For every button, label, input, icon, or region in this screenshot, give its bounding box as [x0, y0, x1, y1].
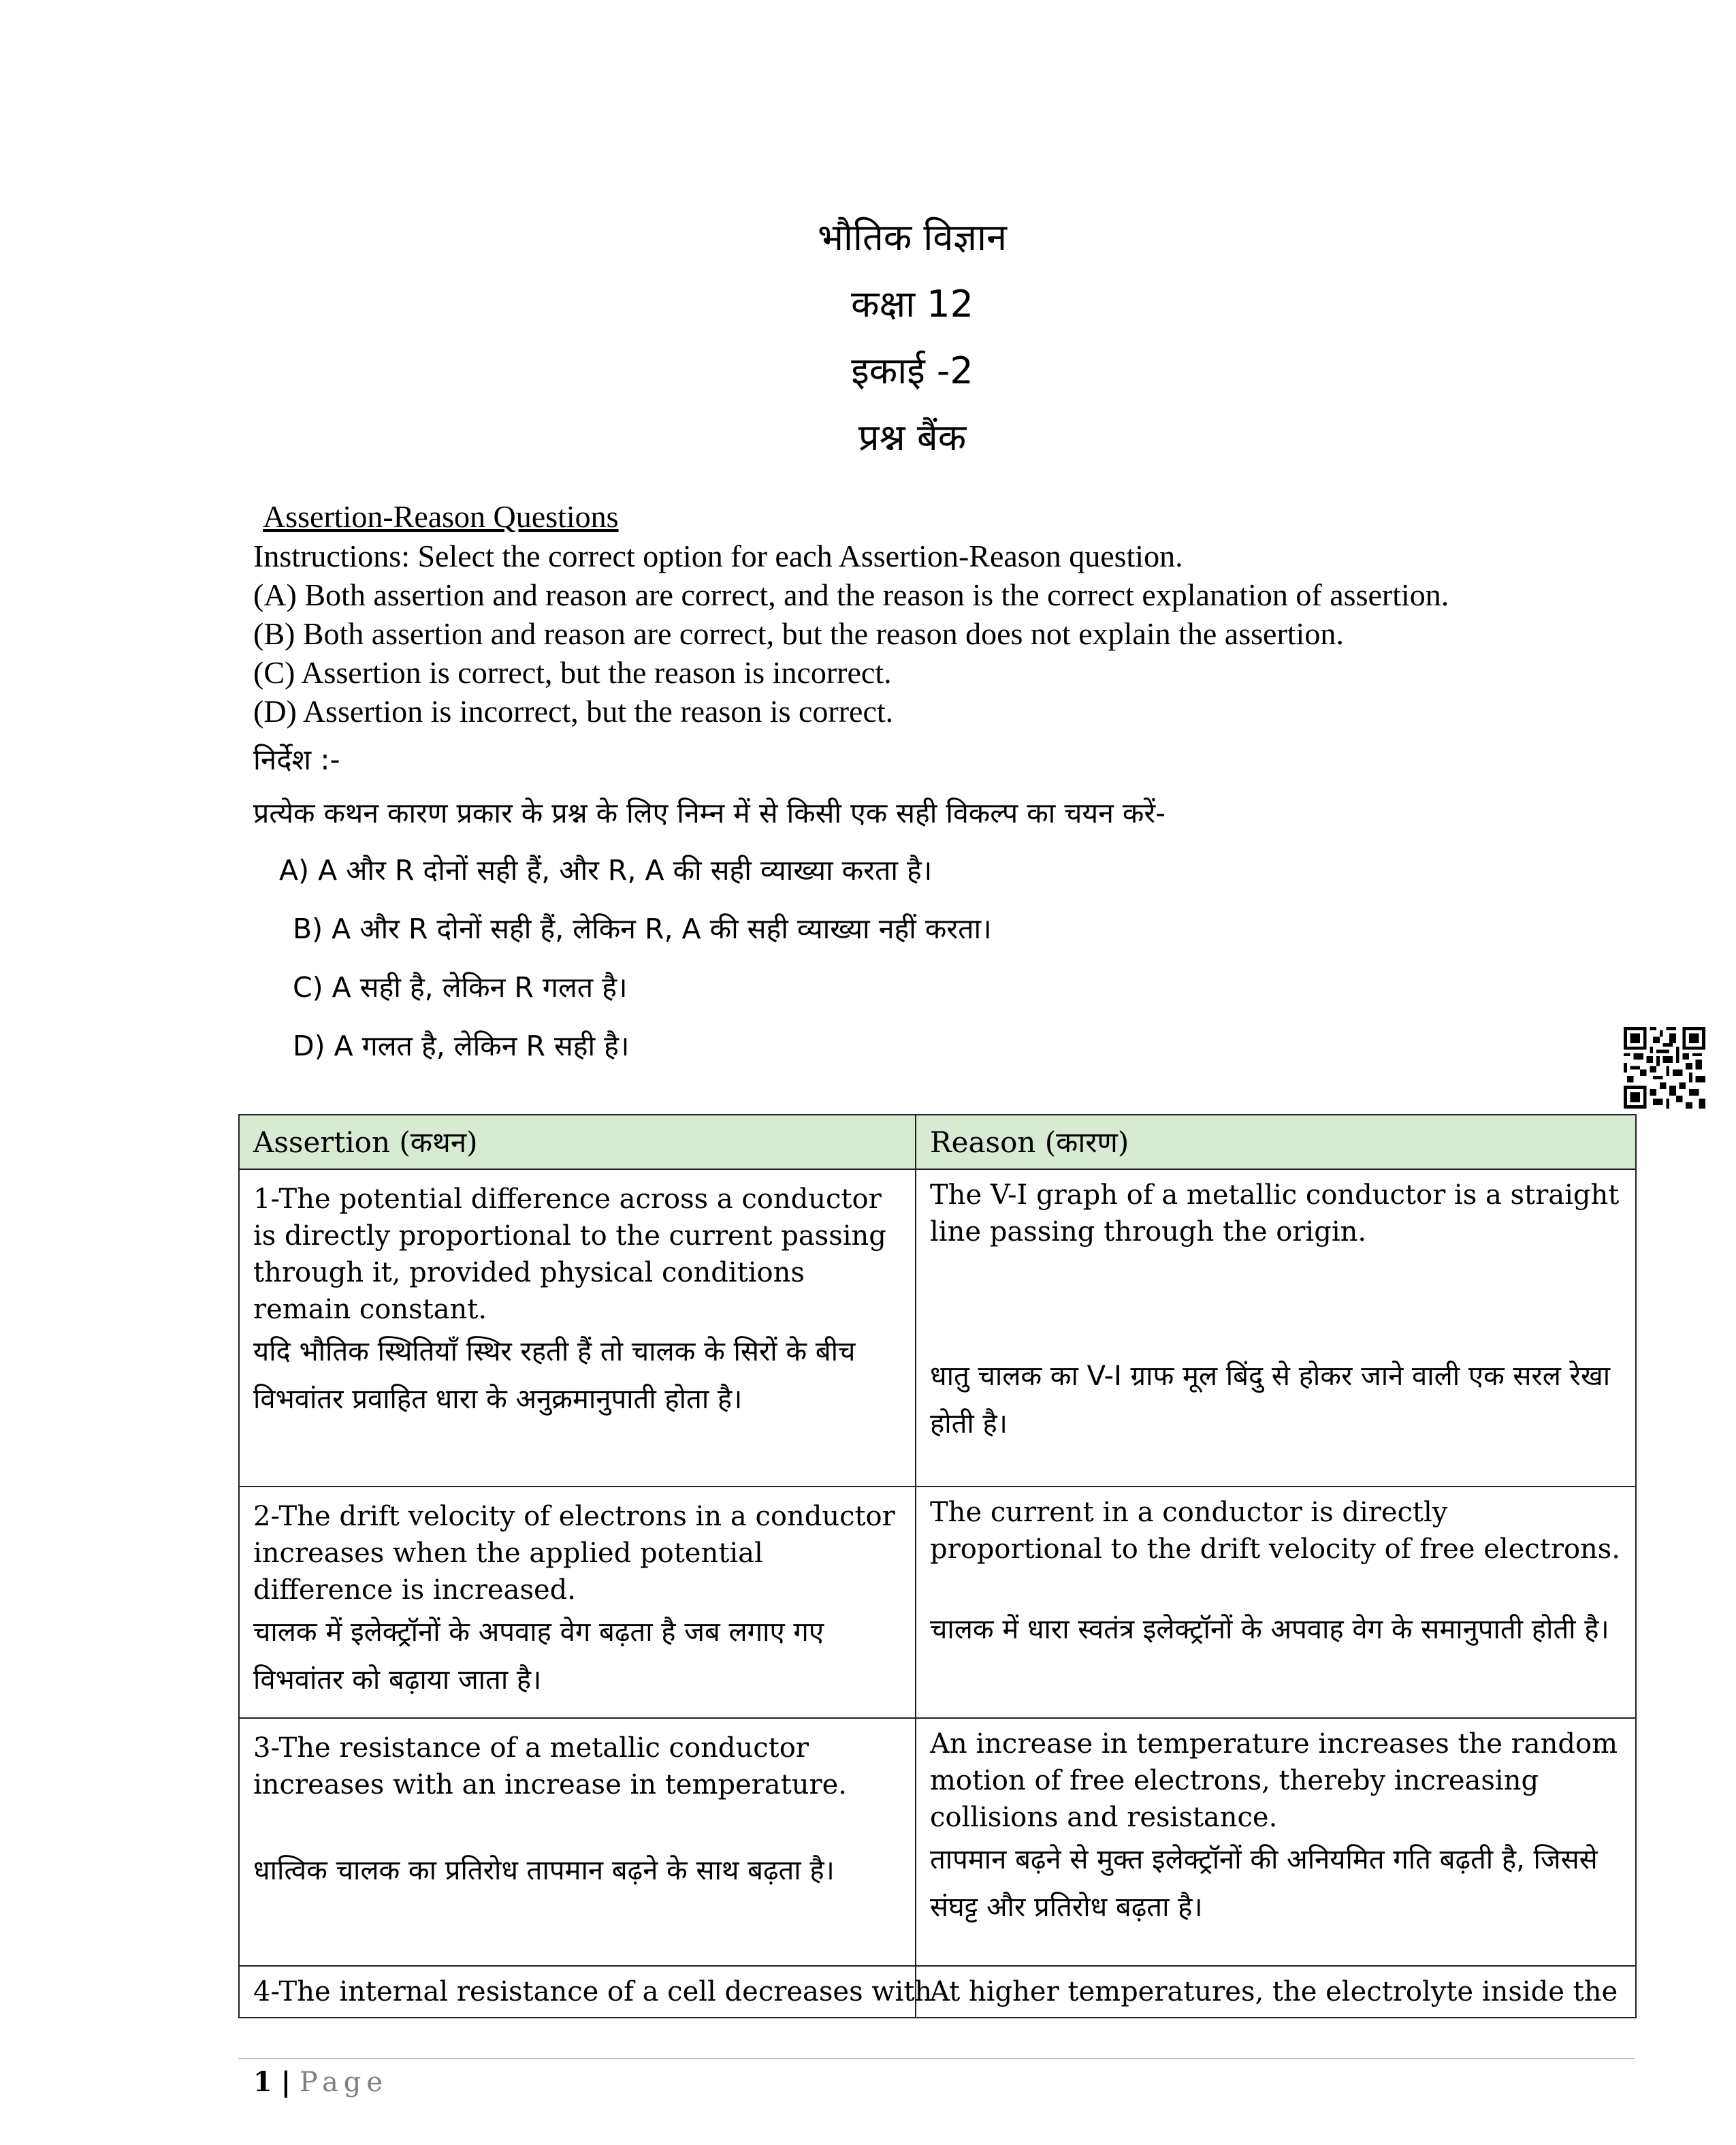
reason-hi: चालक में धारा स्वतंत्र इलेक्ट्रॉनों के अपवाह वेग के समानुपाती होती है। [930, 1614, 1609, 1645]
table-header-row [239, 1115, 1636, 1169]
footer-divider [238, 2058, 1635, 2059]
assertion-en: 3-The resistance of a metallic conductor increases with an increase in temperature. [253, 1732, 847, 1800]
subject-title: भौतिक विज्ञान [818, 216, 1007, 259]
assertion-en: 2-The drift velocity of electrons in a conductor increases when the applied potential difference is increased. [253, 1501, 895, 1606]
class-title: कक्षा 12 [850, 283, 974, 325]
option-en-c: (C) Assertion is correct, but the reason is incorrect. [253, 655, 892, 690]
assertion-en: 1-The potential difference across a conductor is directly proportional to the current passing through it, provided physical conditions remain constant. [253, 1183, 886, 1325]
assertion-hi: चालक में इलेक्ट्रॉनों के अपवाह वेग बढ़ता है जब लगाए गए विभवांतर को बढ़ाया जाता है। [253, 1617, 824, 1696]
reason-hi: तापमान बढ़ने से मुक्त इलेक्ट्रॉनों की अनियमित गति बढ़ती है, जिससे संघट्ट और प्रतिरोध बढ़ता है। [930, 1844, 1598, 1923]
table-row [239, 1487, 1636, 1718]
option-hi-a: A) A और R दोनों सही हैं, और R, A की सही व्याख्या करता है। [279, 854, 933, 887]
assertion-cell [239, 1718, 916, 1966]
assertion-column-header: Assertion (कथन) [239, 1115, 916, 1169]
footer-separator: | [280, 2066, 291, 2098]
assertion-en: 4-The internal resistance of a cell decreases with [253, 1976, 933, 2007]
table-row [239, 1718, 1636, 1966]
hindi-instructions-heading: निर्देश :- [253, 743, 340, 776]
assertion-hi: यदि भौतिक स्थितियाँ स्थिर रहती हैं तो चालक के सिरों के बीच विभवांतर प्रवाहित धारा के अनुक्रमानुपाती होता है। [253, 1336, 856, 1415]
option-en-d: (D) Assertion is incorrect, but the reason is correct. [253, 694, 894, 729]
table-row [239, 1169, 1636, 1487]
reason-cell [916, 1169, 1636, 1487]
reason-en: An increase in temperature increases the random motion of free electrons, thereby increasing collisions and resistance. [930, 1728, 1618, 1833]
table-row [239, 1966, 1636, 2018]
reason-cell [916, 1487, 1636, 1718]
instructions-text: Instructions: Select the correct option for each Assertion-Reason question. [253, 539, 1183, 573]
section-heading: Assertion-Reason Questions [263, 499, 619, 534]
unit-title: इकाई -2 [851, 349, 974, 392]
assertion-cell [239, 1169, 916, 1487]
option-hi-d: D) A गलत है, लेकिन R सही है। [293, 1030, 630, 1062]
reason-cell [916, 1718, 1636, 1966]
reason-cell [916, 1966, 1636, 2018]
option-hi-c: C) A सही है, लेकिन R गलत है। [293, 971, 628, 1004]
assertion-cell [239, 1487, 916, 1718]
assertion-cell [239, 1966, 933, 2018]
reason-en: At higher temperatures, the electrolyte inside the [930, 1976, 1618, 2007]
qr-code-icon [1624, 1027, 1705, 1109]
page-number: 1 [253, 2066, 272, 2098]
hindi-instructions-text: प्रत्येक कथन कारण प्रकार के प्रश्न के लिए निम्न में से किसी एक सही विकल्प का चयन करें- [253, 797, 1166, 829]
reason-en: The current in a conductor is directly proportional to the drift velocity of free electrons. [930, 1497, 1621, 1565]
page-footer [253, 2062, 388, 2103]
page-label: Page [299, 2067, 389, 2098]
instructions-section [253, 497, 1581, 1075]
document-title [0, 204, 1736, 471]
reason-column-header: Reason (कारण) [916, 1115, 1636, 1169]
assertion-reason-table [238, 1114, 1637, 2018]
question-bank-title: प्रश्न बैंक [858, 416, 967, 459]
assertion-hi: धात्विक चालक का प्रतिरोध तापमान बढ़ने के साथ बढ़ता है। [253, 1855, 835, 1886]
option-hi-b: B) A और R दोनों सही हैं, लेकिन R, A की सही व्याख्या नहीं करता। [293, 912, 992, 945]
reason-en: The V-I graph of a metallic conductor is a straight line passing through the origin. [930, 1179, 1620, 1248]
reason-hi: धातु चालक का V-I ग्राफ मूल बिंदु से होकर जाने वाली एक सरल रेखा होती है। [930, 1361, 1611, 1440]
option-en-b: (B) Both assertion and reason are correct, but the reason does not explain the assertion. [253, 616, 1344, 651]
option-en-a: (A) Both assertion and reason are correct, and the reason is the correct explanation of assertion. [253, 577, 1449, 612]
